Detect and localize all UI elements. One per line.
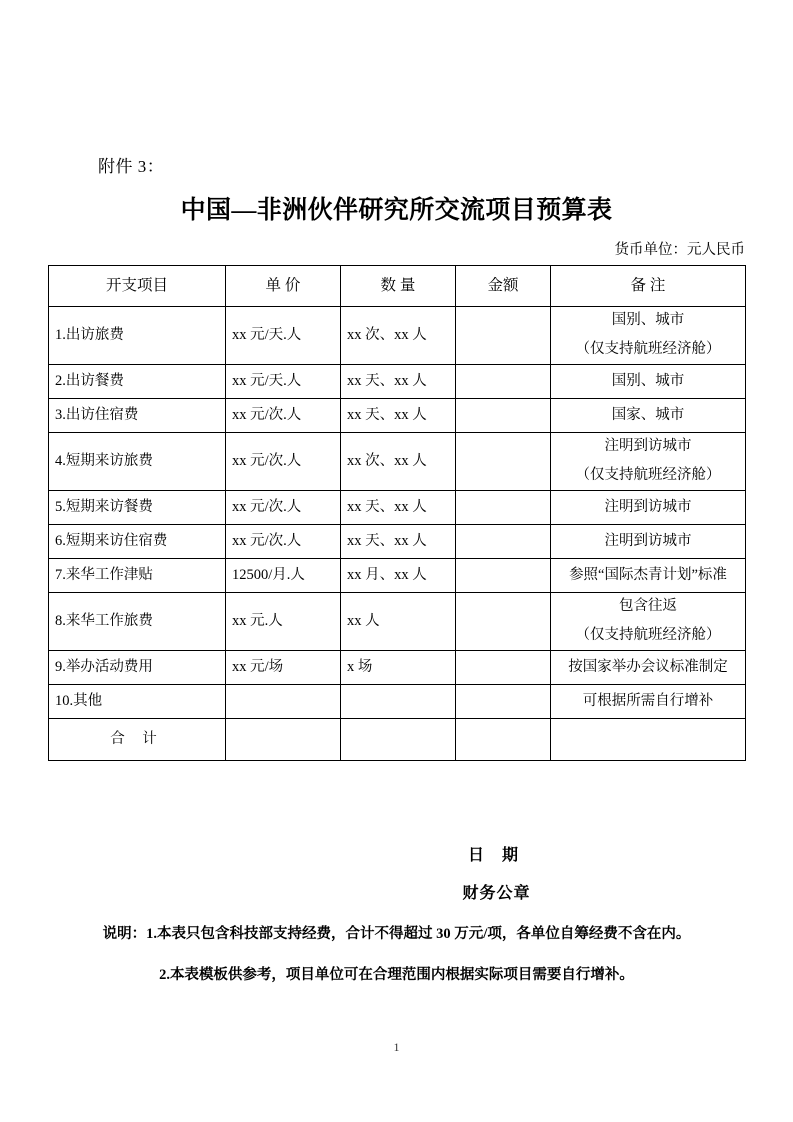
expense-remark-line: （仅支持航班经济舱） [575,467,721,483]
expense-amount[interactable] [456,559,551,593]
column-header-unit-price: 单 价 [226,266,341,307]
expense-item-name: 10.其他 [49,685,226,719]
expense-unit-price[interactable]: xx 元/次.人 [226,433,341,491]
note-line-2: 2.本表模板供参考，项目单位可在合理范围内根据实际项目需要自行增补。 [159,967,634,983]
expense-remark [551,307,746,365]
expense-unit-price[interactable] [226,685,341,719]
expense-amount[interactable] [456,365,551,399]
expense-amount[interactable] [456,651,551,685]
table-row [49,651,746,685]
expense-unit-price[interactable]: xx 元.人 [226,593,341,651]
expense-amount[interactable] [456,433,551,491]
expense-amount[interactable] [456,399,551,433]
expense-quantity[interactable]: xx 月、xx 人 [341,559,456,593]
expense-amount[interactable] [456,685,551,719]
expense-quantity[interactable]: x 场 [341,651,456,685]
expense-amount[interactable] [456,307,551,365]
table-row [49,307,746,365]
expense-remark-line: 国别、城市 [611,372,685,389]
expense-remark-line: 参照“国际杰青计划”标准 [569,566,727,583]
expense-remark [551,651,746,685]
expense-remark [551,525,746,559]
total-amount[interactable] [456,719,551,761]
budget-table-container [48,265,745,761]
column-header-quantity: 数 量 [341,266,456,307]
expense-remark [551,365,746,399]
column-header-amount: 金额 [456,266,551,307]
expense-remark-line: 注明到访城市 [604,438,692,455]
table-row [49,559,746,593]
total-quantity[interactable] [341,719,456,761]
expense-item-name: 4.短期来访旅费 [49,433,226,491]
expense-quantity[interactable]: xx 人 [341,593,456,651]
expense-amount[interactable] [456,525,551,559]
expense-remark [551,491,746,525]
expense-unit-price[interactable]: xx 元/天.人 [226,307,341,365]
expense-remark [551,433,746,491]
expense-remark-line: （仅支持航班经济舱） [575,627,721,643]
expense-item-name: 6.短期来访住宿费 [49,525,226,559]
expense-unit-price[interactable]: 12500/月.人 [226,559,341,593]
budget-table [48,265,746,761]
note-line-1: 说明：1.本表只包含科技部支持经费，合计不得超过 30 万元/项，各单位自筹经费不含在内。 [102,926,691,942]
table-row [49,685,746,719]
table-row [49,433,746,491]
expense-item-name: 8.来华工作旅费 [49,593,226,651]
column-header-item: 开支项目 [49,266,226,307]
table-row [49,593,746,651]
expense-item-name: 2.出访餐费 [49,365,226,399]
expense-unit-price[interactable]: xx 元/场 [226,651,341,685]
page-title: 中国—非洲伙伴研究所交流项目预算表 [180,197,613,224]
expense-item-name: 5.短期来访餐费 [49,491,226,525]
expense-quantity[interactable]: xx 天、xx 人 [341,365,456,399]
expense-quantity[interactable]: xx 次、xx 人 [341,433,456,491]
expense-remark-line: 可根据所需自行增补 [582,692,714,709]
expense-item-name: 3.出访住宿费 [49,399,226,433]
expense-quantity[interactable] [341,685,456,719]
attachment-label: 附件 3： [98,157,165,176]
expense-remark-line: 国别、城市 [611,312,685,329]
table-header [49,266,746,307]
expense-item-name: 9.举办活动费用 [49,651,226,685]
expense-amount[interactable] [456,491,551,525]
expense-remark-line: 注明到访城市 [604,532,692,549]
expense-remark [551,593,746,651]
expense-unit-price[interactable]: xx 元/次.人 [226,399,341,433]
expense-item-name: 1.出访旅费 [49,307,226,365]
expense-remark [551,685,746,719]
expense-item-name: 7.来华工作津贴 [49,559,226,593]
page-number: 1 [393,1040,400,1054]
expense-remark-line: 国家、城市 [611,406,685,423]
expense-remark-line: 包含往返 [619,598,677,615]
total-label: 合 计 [49,719,226,761]
currency-unit-label: 货币单位：元人民币 [614,242,745,258]
expense-amount[interactable] [456,593,551,651]
table-row-total [49,719,746,761]
expense-quantity[interactable]: xx 天、xx 人 [341,525,456,559]
expense-quantity[interactable]: xx 天、xx 人 [341,399,456,433]
expense-quantity[interactable]: xx 次、xx 人 [341,307,456,365]
expense-remark-line: （仅支持航班经济舱） [575,341,721,357]
table-row [49,525,746,559]
expense-remark [551,559,746,593]
table-body [49,307,746,719]
expense-remark-line: 注明到访城市 [604,498,692,515]
column-header-remark: 备 注 [551,266,746,307]
total-unit-price[interactable] [226,719,341,761]
total-remark[interactable] [551,719,746,761]
table-row [49,365,746,399]
table-header-row [49,266,746,307]
signature-date-label: 日 期 [467,847,525,864]
signature-stamp-label: 财务公章 [462,885,531,902]
table-row [49,399,746,433]
table-footer [49,719,746,761]
expense-quantity[interactable]: xx 天、xx 人 [341,491,456,525]
expense-unit-price[interactable]: xx 元/次.人 [226,491,341,525]
expense-remark-line: 按国家举办会议标准制定 [568,658,728,675]
expense-remark [551,399,746,433]
table-row [49,491,746,525]
expense-unit-price[interactable]: xx 元/次.人 [226,525,341,559]
expense-unit-price[interactable]: xx 元/天.人 [226,365,341,399]
